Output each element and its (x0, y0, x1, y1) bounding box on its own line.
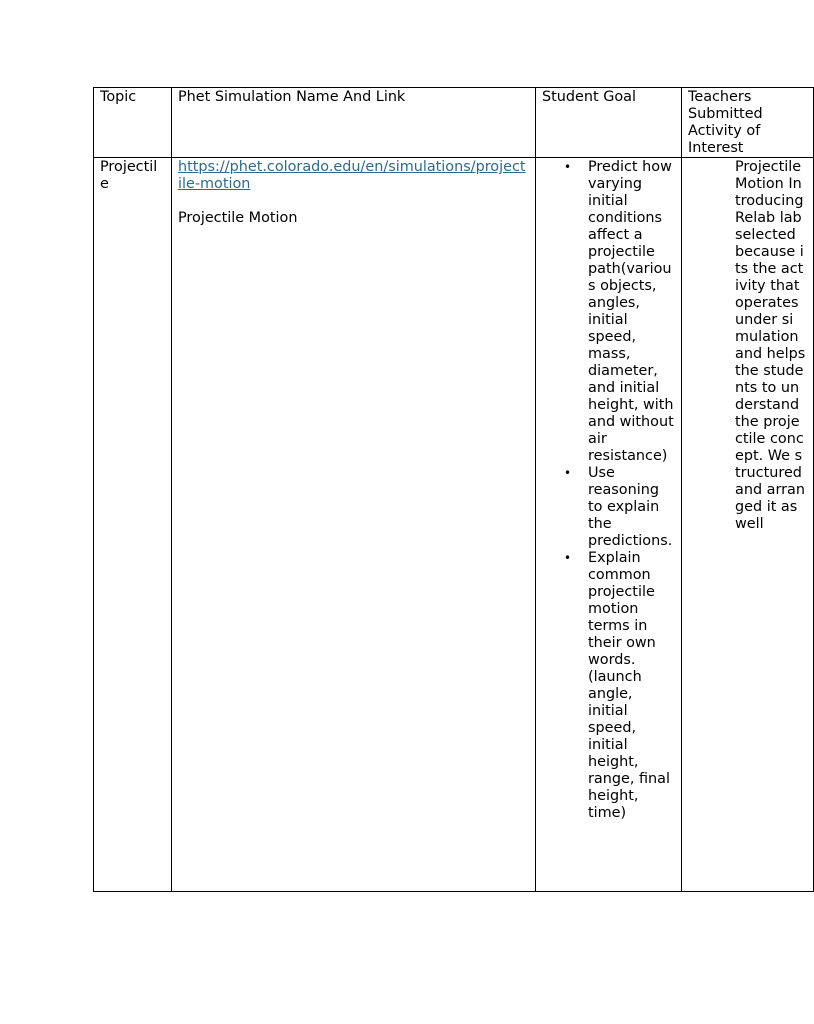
header-cell-simulation (172, 88, 536, 158)
table-header-row (94, 88, 814, 158)
topic-text: Projectile (100, 159, 158, 192)
table-row (94, 158, 814, 892)
header-cell-activity (682, 88, 814, 158)
goal-cell (536, 158, 682, 892)
header-cell-topic (94, 88, 172, 158)
goal-list (542, 159, 675, 822)
activity-cell (682, 158, 814, 892)
list-item: • Predict how varying initial conditions affect a projectile path(various objects, angles, initial speed, mass, diameter, and initial height, with and without air resistance) (588, 159, 675, 465)
list-item: • Explain common projectile motion terms in their own words. (launch angle, initial speed, initial height, range, final height, time) (588, 550, 675, 822)
header-cell-goal (536, 88, 682, 158)
header-activity: Teachers Submitted Activity of Interest (688, 89, 763, 156)
simulation-cell (172, 158, 536, 892)
activity-text: Projectile Motion Introducing Relab lab selected because its the activity that operates under simulation and helps the students to understand the projectile concept. We structured and arranged it as well (735, 159, 806, 532)
simulation-table (93, 87, 814, 892)
simulation-link[interactable]: https://phet.colorado.edu/en/simulations/projectile-motion (178, 159, 526, 192)
topic-cell (94, 158, 172, 892)
header-simulation: Phet Simulation Name And Link (178, 89, 406, 105)
simulation-name: Projectile Motion (178, 210, 298, 226)
header-topic: Topic (100, 89, 137, 105)
list-item: • Use reasoning to explain the predictions. (588, 465, 675, 550)
header-goal: Student Goal (542, 89, 636, 105)
